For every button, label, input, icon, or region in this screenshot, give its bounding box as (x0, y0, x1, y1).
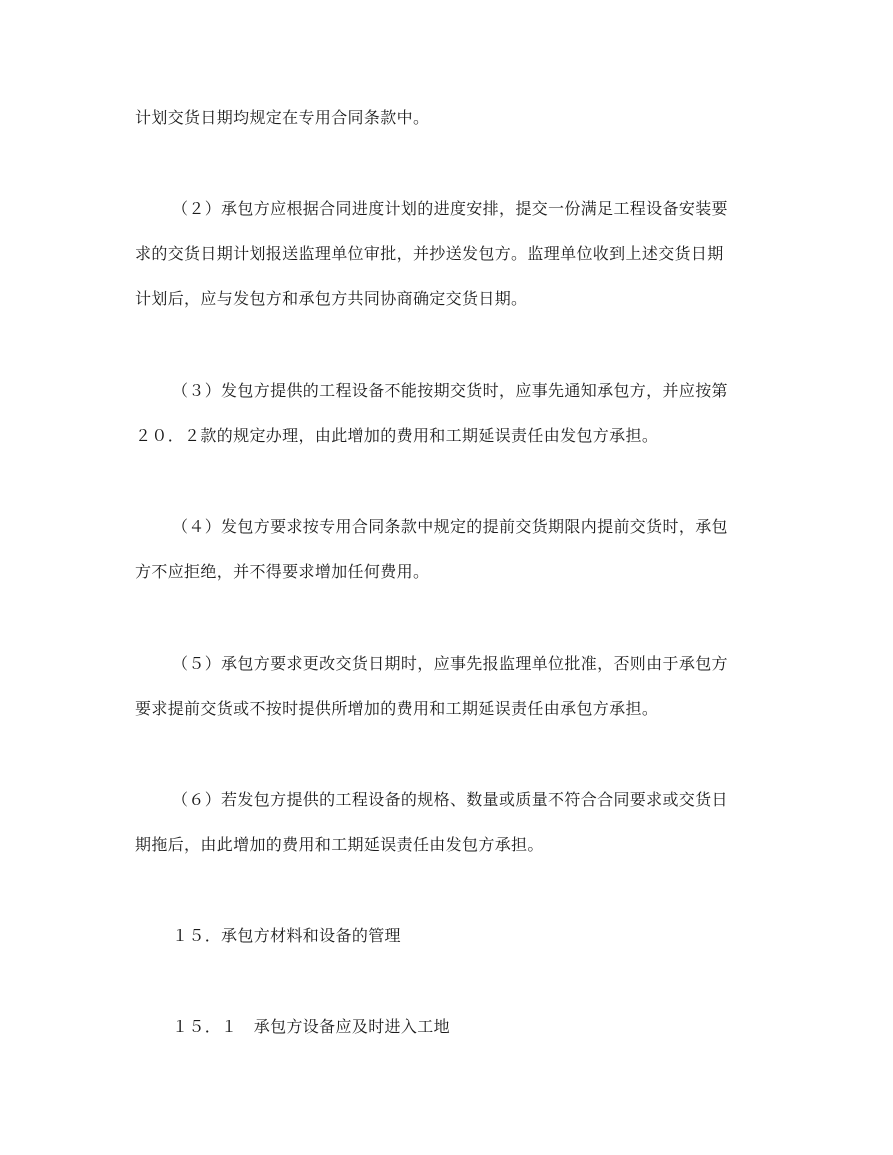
paragraph-line: （３）发包方提供的工程设备不能按期交货时，应事先通知承包方，并应按第 (172, 381, 728, 400)
paragraph-line: 期拖后，由此增加的费用和工期延误责任由发包方承担。 (135, 835, 544, 854)
paragraph-line: 计划交货日期均规定在专用合同条款中。 (135, 108, 430, 127)
paragraph-line: （２）承包方应根据合同进度计划的进度安排，提交一份满足工程设备安装要 (172, 199, 728, 218)
paragraph-line: （４）发包方要求按专用合同条款中规定的提前交货期限内提前交货时，承包 (172, 517, 728, 536)
paragraph-line: 求的交货日期计划报送监理单位审批，并抄送发包方。监理单位收到上述交货日期 (135, 244, 724, 263)
paragraph-line: （５）承包方要求更改交货日期时，应事先报监理单位批准，否则由于承包方 (172, 654, 728, 673)
paragraph-line: 要求提前交货或不按时提供所增加的费用和工期延误责任由承包方承担。 (135, 699, 659, 718)
section-heading-15-1: １５．１ 承包方设备应及时进入工地 (172, 1017, 450, 1036)
paragraph-line: 计划后，应与发包方和承包方共同协商确定交货日期。 (135, 289, 528, 308)
paragraph-line: （６）若发包方提供的工程设备的规格、数量或质量不符合合同要求或交货日 (172, 790, 728, 809)
paragraph-line: ２０．２款的规定办理，由此增加的费用和工期延误责任由发包方承担。 (135, 426, 659, 445)
paragraph-line: 方不应拒绝，并不得要求增加任何费用。 (135, 562, 430, 581)
section-heading-15: １５．承包方材料和设备的管理 (172, 926, 401, 945)
